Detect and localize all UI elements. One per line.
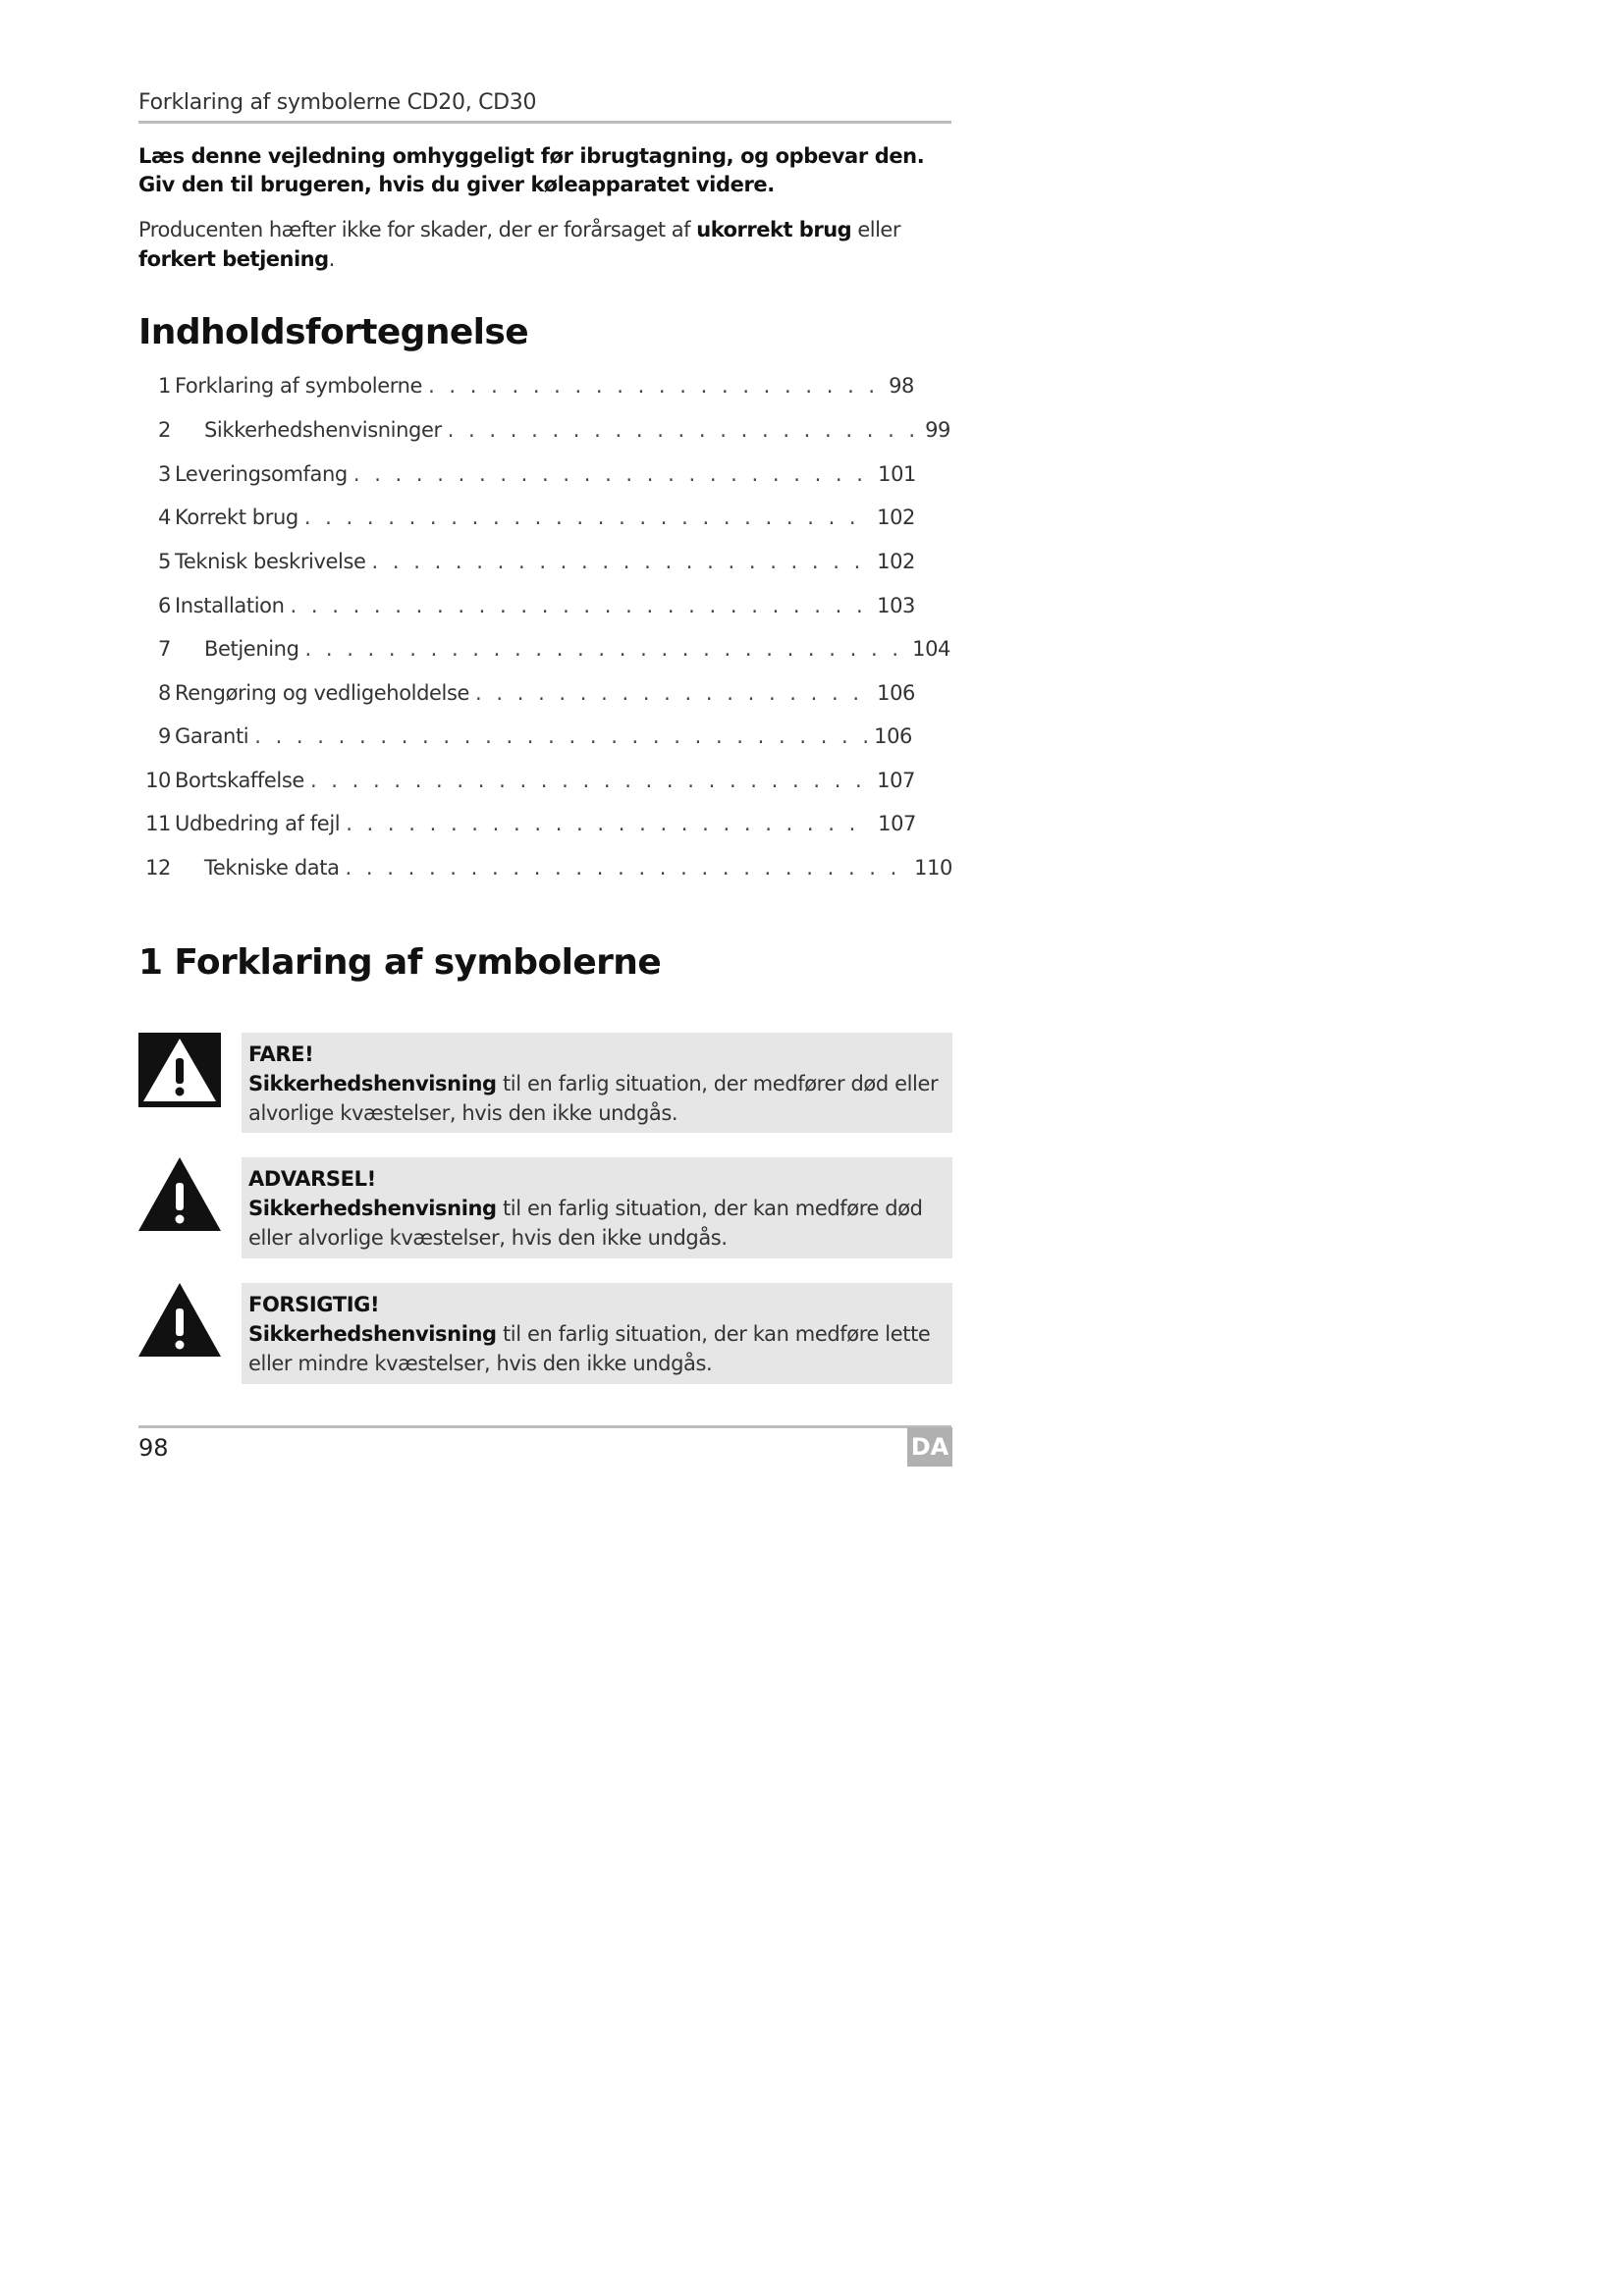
toc-entry-title: Forklaring af symbolerne — [175, 374, 423, 398]
language-badge: DA — [907, 1427, 952, 1467]
liability-text-start: Producenten hæfter ikke for skader, der er forårsaget af — [138, 218, 697, 241]
toc-leader-dots — [475, 681, 871, 705]
toc-entry[interactable] — [138, 594, 915, 623]
toc-leader-dots — [448, 418, 919, 442]
toc-entry-title: Korrekt brug — [175, 506, 298, 529]
liability-emphasis-misuse: ukorrekt brug — [696, 218, 852, 241]
toc-entry[interactable] — [138, 856, 952, 885]
toc-entry[interactable] — [138, 812, 916, 841]
toc-entry-title: Tekniske data — [204, 856, 340, 880]
manual-page — [0, 0, 1080, 1526]
toc-entry-number: 10 — [145, 769, 171, 792]
toc-entry-page: 104 — [912, 637, 950, 661]
caution-warning-box — [242, 1283, 952, 1384]
toc-entry-page: 102 — [877, 550, 915, 573]
warning-box — [242, 1157, 952, 1258]
toc-entry-number: 1 — [158, 374, 171, 398]
warning-title: FORSIGTIG! — [248, 1293, 380, 1316]
toc-entry-title: Sikkerhedshenvisninger — [204, 418, 442, 442]
toc-entry[interactable] — [138, 681, 915, 711]
toc-leader-dots — [291, 594, 872, 617]
toc-entry-page: 106 — [874, 724, 912, 748]
section-heading-symbols: 1 Forklaring af symbolerne — [138, 942, 662, 983]
toc-entry-title: Installation — [175, 594, 285, 617]
toc-leader-dots — [346, 856, 909, 880]
toc-entry-title: Rengøring og vedligeholdelse — [175, 681, 470, 705]
warning-title: FARE! — [248, 1042, 314, 1066]
toc-leader-dots — [305, 637, 907, 661]
toc-entry-title: Betjening — [204, 637, 299, 661]
toc-heading: Indholdsfortegnelse — [138, 312, 529, 352]
running-header: Forklaring af symbolerne CD20, CD30 — [138, 90, 951, 124]
toc-leader-dots — [310, 769, 871, 792]
toc-entry-page: 102 — [877, 506, 915, 529]
toc-entry-number: 2 — [158, 418, 171, 442]
toc-entry-number: 11 — [145, 812, 171, 835]
warning-triangle-framed-icon — [138, 1033, 221, 1107]
liability-notice — [138, 215, 953, 274]
toc-leader-dots — [254, 724, 868, 748]
warning-lead: Sikkerhedshenvisning — [248, 1072, 497, 1095]
toc-entry-title: Udbedring af fejl — [175, 812, 341, 835]
toc-entry[interactable] — [138, 374, 914, 403]
warning-triangle-icon — [138, 1157, 221, 1232]
toc-entry-page: 99 — [925, 418, 950, 442]
toc-entry-number: 7 — [158, 637, 171, 661]
toc-entry-number: 8 — [158, 681, 171, 705]
toc-entry-page: 103 — [877, 594, 915, 617]
liability-text-end: . — [328, 247, 335, 271]
warning-lead: Sikkerhedshenvisning — [248, 1322, 497, 1346]
liability-emphasis-wrong-operation: forkert betjening — [138, 247, 329, 271]
warning-lead: Sikkerhedshenvisning — [248, 1197, 497, 1220]
footer-divider — [138, 1425, 951, 1428]
warning-text: til en farlig situation, der kan medføre død eller alvorlige kvæstelser, hvis den ikke undgås. — [248, 1197, 923, 1250]
toc-entry-number: 9 — [158, 724, 171, 748]
liability-text-middle: eller — [851, 218, 900, 241]
toc-leader-dots — [353, 462, 872, 486]
toc-entry[interactable] — [138, 637, 950, 667]
toc-entry-number: 12 — [145, 856, 171, 880]
toc-entry[interactable] — [138, 724, 912, 754]
toc-entry[interactable] — [138, 506, 915, 535]
read-instructions-notice: Læs denne vejledning omhyggeligt før ibrugtagning, og opbevar den. Giv den til brugeren, hvis du giver køleapparatet videre. — [138, 144, 925, 196]
toc-leader-dots — [346, 812, 872, 835]
toc-entry-page: 101 — [878, 462, 916, 486]
toc-entry-number: 4 — [158, 506, 171, 529]
toc-entry-title: Garanti — [175, 724, 249, 748]
warning-text: til en farlig situation, der kan medføre lette eller mindre kvæstelser, hvis den ikke undgås. — [248, 1322, 931, 1375]
danger-warning-box — [242, 1033, 952, 1133]
toc-entry-title: Leveringsomfang — [175, 462, 348, 486]
toc-entry[interactable] — [138, 550, 915, 579]
toc-leader-dots — [304, 506, 871, 529]
page-number: 98 — [138, 1434, 169, 1462]
toc-entry-page: 106 — [877, 681, 915, 705]
toc-leader-dots — [372, 550, 872, 573]
toc-entry-number: 5 — [158, 550, 171, 573]
toc-entry-page: 98 — [889, 374, 914, 398]
toc-entry-title: Bortskaffelse — [175, 769, 304, 792]
toc-leader-dots — [428, 374, 883, 398]
toc-entry-page: 107 — [877, 769, 915, 792]
toc-entry[interactable] — [138, 462, 916, 492]
toc-entry-number: 3 — [158, 462, 171, 486]
toc-entry-title: Teknisk beskrivelse — [175, 550, 366, 573]
toc-entry-page: 110 — [914, 856, 952, 880]
warning-triangle-icon — [138, 1283, 221, 1358]
warning-text: til en farlig situation, der medfører død eller alvorlige kvæstelser, hvis den ikke undgås. — [248, 1072, 939, 1125]
toc-entry-page: 107 — [878, 812, 916, 835]
warning-title: ADVARSEL! — [248, 1167, 376, 1191]
toc-entry[interactable] — [138, 769, 915, 798]
toc-entry-number: 6 — [158, 594, 171, 617]
toc-entry[interactable] — [138, 418, 950, 448]
